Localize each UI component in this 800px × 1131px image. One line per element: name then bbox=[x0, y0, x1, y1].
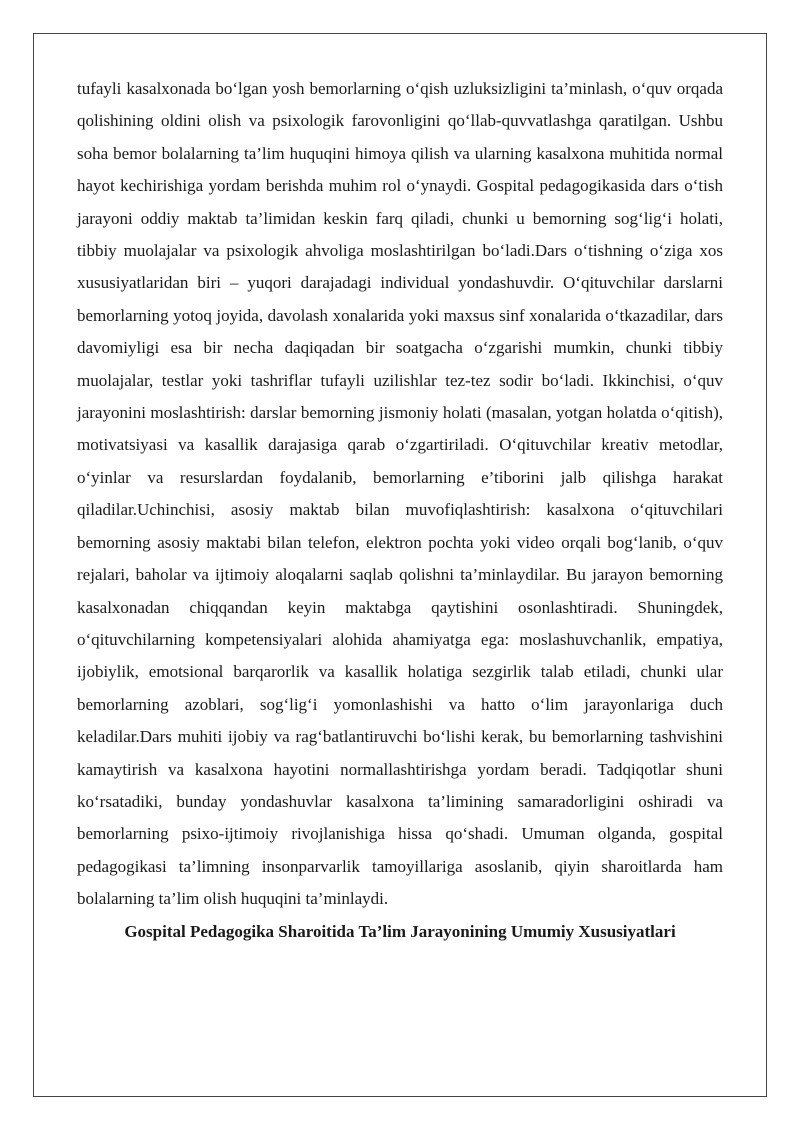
document-content bbox=[77, 73, 723, 948]
section-heading: Gospital Pedagogika Sharoitida Ta’lim Jarayonining Umumiy Xususiyatlari bbox=[124, 921, 676, 941]
body-paragraph: tufayli kasalxonada bo‘lgan yosh bemorlarning o‘qish uzluksizligini ta’minlash, o‘quv orqada qolishining oldini olish va psixologik farovonligini qo‘llab-quvvatlashga qaratilgan. Ushbu soha bemor bolalarning ta’lim huquqini himoya qilish va ularning kasalxona muhitida normal hayot kechirishiga yordam berishda muhim rol o‘ynaydi. Gospital pedagogikasida dars o‘tish jarayoni oddiy maktab ta’limidan keskin farq qiladi, chunki u bemorning sog‘lig‘i holati, tibbiy muolajalar va psixologik ahvoliga moslashtirilgan bo‘ladi.Dars o‘tishning o‘ziga xos xususiyatlaridan biri – yuqori darajadagi individual yondashuvdir. O‘qituvchilar darslarni bemorlarning yotoq joyida, davolash xonalarida yoki maxsus sinf xonalarida o‘tkazadilar, dars davomiyligi esa bir necha daqiqadan bir soatgacha o‘zgarishi mumkin, chunki tibbiy muolajalar, testlar yoki tashriflar tufayli uzilishlar tez-tez sodir bo‘ladi. Ikkinchisi, o‘quv jarayonini moslashtirish: darslar bemorning jismoniy holati (masalan, yotgan holatda o‘qitish), motivatsiyasi va kasallik darajasiga qarab o‘zgartiriladi. O‘qituvchilar kreativ metodlar, o‘yinlar va resurslardan foydalanib, bemorlarning e’tiborini jalb qilishga harakat qiladilar.Uchinchisi, asosiy maktab bilan muvofiqlashtirish: kasalxona o‘qituvchilari bemorning asosiy maktabi bilan telefon, elektron pochta yoki video orqali bog‘lanib, o‘quv rejalari, baholar va ijtimoiy aloqalarni saqlab qolishni ta’minlaydilar. Bu jarayon bemorning kasalxonadan chiqqandan keyin maktabga qaytishini osonlashtiradi. Shuningdek, o‘qituvchilarning kompetensiyalari alohida ahamiyatga ega: moslashuvchanlik, empatiya, ijobiylik, emotsional barqarorlik va kasallik holatiga sezgirlik talab etiladi, chunki ular bemorlarning azoblari, sog‘lig‘i yomonlashishi va hatto o‘lim jarayonlariga duch keladilar.Dars muhiti ijobiy va rag‘batlantiruvchi bo‘lishi kerak, bu bemorlarning tashvishini kamaytirish va kasalxona hayotini normallashtirishga yordam beradi. Tadqiqotlar shuni ko‘rsatadiki, bunday yondashuvlar kasalxona ta’limining samaradorligini oshiradi va bemorlarning psixo-ijtimoiy rivojlanishiga hissa qo‘shadi. Umuman olganda, gospital pedagogikasi ta’limning insonparvarlik tamoyillariga asoslanib, qiyin sharoitlarda ham bolalarning ta’lim olish huquqini ta’minlaydi. bbox=[77, 79, 723, 909]
